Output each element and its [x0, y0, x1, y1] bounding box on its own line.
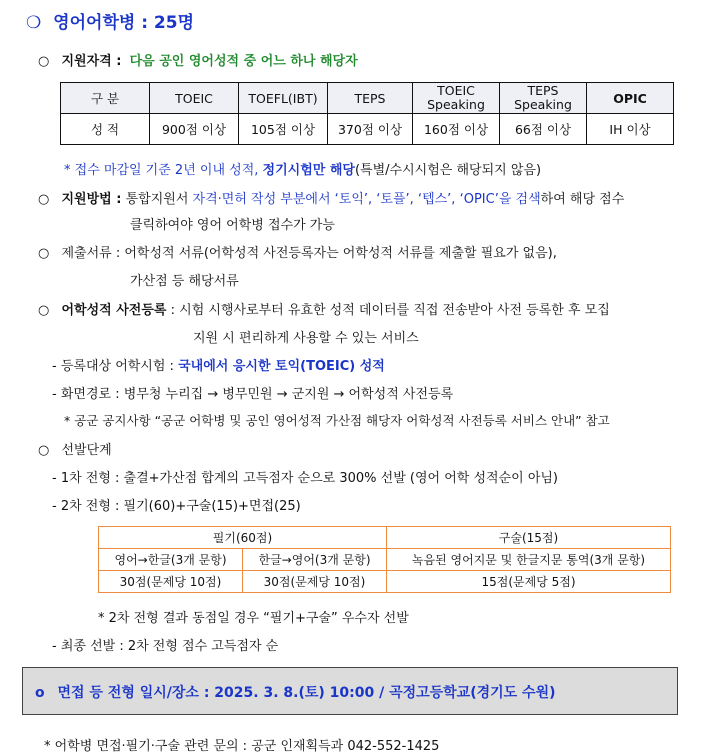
- preregistration-text: : 시험 시행사로부터 유효한 성적 데이터를 직접 전송받아 사전 등록한 후 모집: [170, 303, 610, 318]
- table-cell: 370점 이상: [328, 114, 413, 145]
- qualification-line: [38, 50, 358, 69]
- header-cell: 구술(15점): [387, 527, 671, 549]
- contact-note: * 어학병 면접·필기·구술 관련 문의 : 공군 인재획득과 042-552-1425: [44, 739, 440, 754]
- documents-line: [38, 242, 557, 261]
- header-cell: [413, 83, 500, 114]
- exam-table-row: [99, 571, 671, 593]
- header-line: TOEIC: [437, 83, 475, 98]
- preregistration-label: 어학성적 사전등록: [61, 303, 167, 318]
- table-cell: IH 이상: [587, 114, 674, 145]
- note-suffix: (특별/수시시험은 해당되지 않음): [354, 163, 542, 178]
- exam-table-subheader: [99, 549, 671, 571]
- header-cell: 필기(60점): [99, 527, 387, 549]
- final-selection: - 최종 선발 : 2차 전형 점수 고득점자 순: [52, 639, 279, 654]
- exam-table-header: [99, 527, 671, 549]
- documents-line-2: 가산점 등 해당서류: [130, 274, 239, 289]
- qualification-value: 다음 공인 영어성적 중 어느 하나 해당자: [129, 54, 358, 69]
- method-label: 지원방법 :: [61, 192, 122, 207]
- heading-text: 영어어학병 : 25명: [53, 13, 194, 33]
- target-value: 국내에서 응시한 토익(TOEIC) 성적: [178, 359, 385, 374]
- screen-path: - 화면경로 : 병무청 누리집 → 병무민원 → 군지원 → 어학성적 사전등록: [52, 387, 454, 402]
- table-cell: 160점 이상: [413, 114, 500, 145]
- method-line: [38, 188, 624, 207]
- preregistration-line-2: 지원 시 편리하게 사용할 수 있는 서비스: [193, 331, 419, 346]
- target-label: - 등록대상 어학시험 :: [52, 359, 174, 374]
- method-line-2: 클릭하여야 영어 어학병 접수가 가능: [130, 218, 335, 233]
- stage-1: - 1차 전형 : 출결+가산점 합계의 고득점자 순으로 300% 선발 (영어 어학 성적순이 아님): [52, 471, 559, 486]
- header-line: TEPS: [527, 83, 559, 98]
- header-cell: TOEFL(IBT): [239, 83, 328, 114]
- table-cell: 30점(문제당 10점): [243, 571, 387, 593]
- table-cell: 900점 이상: [150, 114, 239, 145]
- header-cell: OPIC: [587, 83, 674, 114]
- preregistration-note: * 공군 공지사항 “공군 어학병 및 공인 영어성적 가산점 해당자 어학성적 사전등록 서비스 안내” 참고: [64, 413, 610, 428]
- header-cell: TEPS: [328, 83, 413, 114]
- table-cell: 105점 이상: [239, 114, 328, 145]
- header-cell: 구 분: [61, 83, 150, 114]
- header-line: Speaking: [427, 97, 485, 112]
- preregistration-line: [38, 299, 610, 318]
- qualification-label: 지원자격 :: [61, 54, 122, 69]
- table-cell: 15점(문제당 5점): [387, 571, 671, 593]
- tie-note: * 2차 전형 결과 동점일 경우 “필기+구술” 우수자 선발: [98, 611, 409, 626]
- table-cell: 성 적: [61, 114, 150, 145]
- banner-text-line: [35, 682, 556, 702]
- score-table: [60, 82, 674, 145]
- bullet: ○: [38, 192, 50, 207]
- method-text: 하여 해당 점수: [540, 192, 625, 207]
- method-highlight: 자격·면허 작성 부분에서 ‘토익’, ‘토플’, ‘텝스’, ‘OPIC’을 검색: [192, 192, 541, 207]
- note-prefix: * 접수 마감일 기준 2년 이내 성적,: [64, 163, 259, 178]
- section-heading: [26, 8, 194, 33]
- banner-text: 면접 등 전형 일시/장소 : 2025. 3. 8.(토) 10:00 / 곡정고등학교(경기도 수원): [57, 685, 556, 701]
- score-table-row: [61, 114, 674, 145]
- bullet: ○: [38, 303, 50, 318]
- interview-banner: [22, 667, 678, 715]
- target-exam-line: [52, 355, 385, 374]
- score-table-header: [61, 83, 674, 114]
- selection-title: [38, 439, 112, 458]
- header-line: Speaking: [514, 97, 572, 112]
- table-cell: 영어→한글(3개 문항): [99, 549, 243, 571]
- header-cell: [500, 83, 587, 114]
- note-emphasis: 정기시험만 해당: [262, 163, 355, 178]
- table-cell: 녹음된 영어지문 및 한글지문 통역(3개 문항): [387, 549, 671, 571]
- table-cell: 66점 이상: [500, 114, 587, 145]
- heading-bullet: ❍: [26, 13, 42, 33]
- bullet: ○: [38, 246, 50, 261]
- bullet: ○: [38, 443, 50, 458]
- stage-2: - 2차 전형 : 필기(60)+구술(15)+면접(25): [52, 499, 301, 514]
- header-cell: TOEIC: [150, 83, 239, 114]
- exam-table: [98, 526, 671, 593]
- method-text: 통합지원서: [125, 192, 189, 207]
- table-cell: 한글→영어(3개 문항): [243, 549, 387, 571]
- table-cell: 30점(문제당 10점): [99, 571, 243, 593]
- documents-text: 제출서류 : 어학성적 서류(어학성적 사전등록자는 어학성적 서류를 제출할 필요가 없음),: [61, 246, 557, 261]
- selection-title-text: 선발단계: [61, 443, 112, 458]
- score-note: [64, 159, 541, 178]
- banner-bullet: o: [35, 685, 45, 701]
- bullet: ○: [38, 54, 50, 69]
